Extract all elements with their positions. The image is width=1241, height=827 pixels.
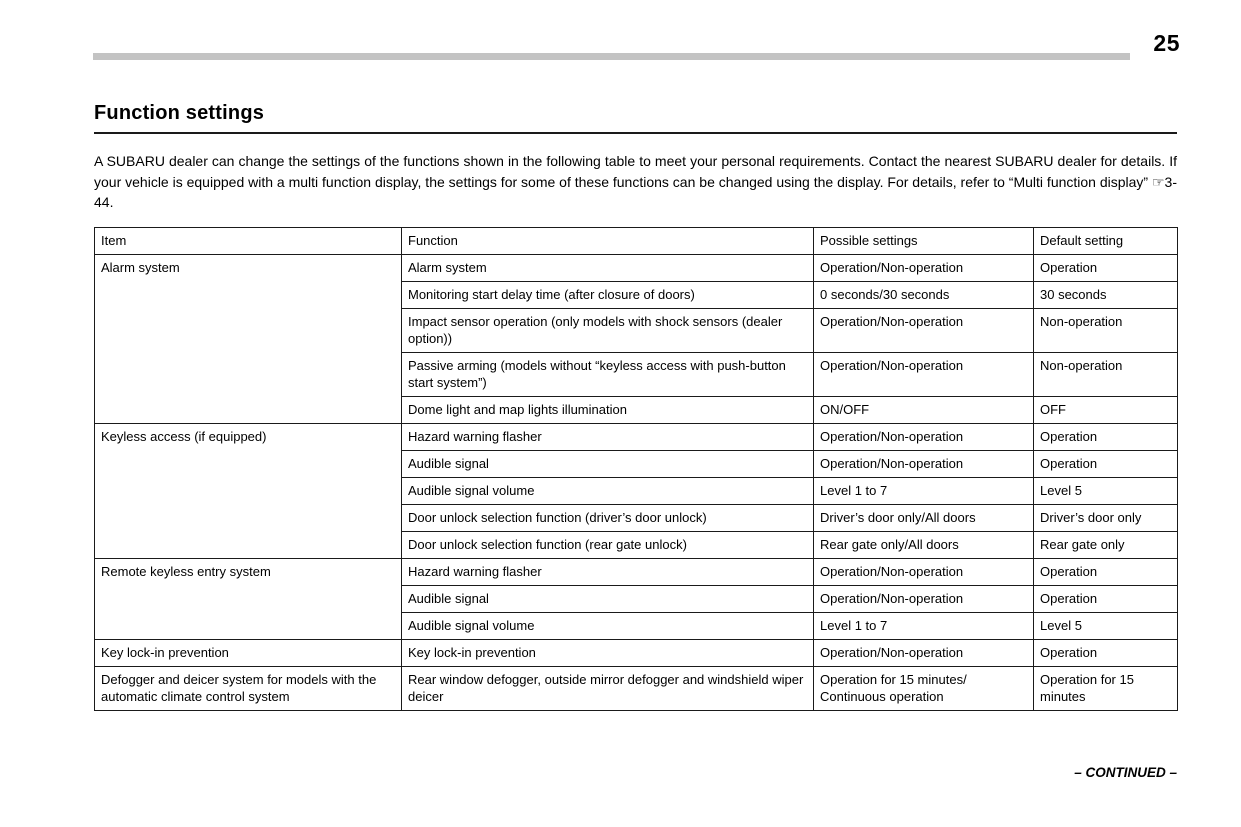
possible-settings-cell: Operation/Non-operation xyxy=(814,558,1034,585)
possible-settings-cell: Operation/Non-operation xyxy=(814,254,1034,281)
default-setting-cell: Level 5 xyxy=(1034,612,1178,639)
function-cell: Passive arming (models without “keyless access with push-button start system”) xyxy=(402,352,814,396)
possible-settings-cell: 0 seconds/30 seconds xyxy=(814,281,1034,308)
item-cell: Remote keyless entry system xyxy=(95,558,402,639)
function-cell: Dome light and map lights illumination xyxy=(402,396,814,423)
possible-settings-cell: Operation/Non-operation xyxy=(814,308,1034,352)
column-header-default-setting: Default setting xyxy=(1034,227,1178,254)
possible-settings-cell: Driver’s door only/All doors xyxy=(814,504,1034,531)
table-row xyxy=(95,558,1178,585)
page-content xyxy=(94,102,1177,780)
page-number: 25 xyxy=(1153,30,1180,56)
continued-label: – CONTINUED – xyxy=(1074,764,1177,780)
default-setting-cell: Operation xyxy=(1034,558,1178,585)
function-cell: Audible signal volume xyxy=(402,612,814,639)
item-cell: Alarm system xyxy=(95,254,402,423)
function-cell: Audible signal xyxy=(402,585,814,612)
default-setting-cell: Rear gate only xyxy=(1034,531,1178,558)
default-setting-cell: Operation xyxy=(1034,639,1178,666)
possible-settings-cell: Operation/Non-operation xyxy=(814,585,1034,612)
possible-settings-cell: Operation for 15 minutes/ Continuous operation xyxy=(814,666,1034,710)
possible-settings-cell: Level 1 to 7 xyxy=(814,612,1034,639)
table-header-row xyxy=(95,227,1178,254)
possible-settings-cell: ON/OFF xyxy=(814,396,1034,423)
default-setting-cell: Operation xyxy=(1034,585,1178,612)
page-title: Function settings xyxy=(94,102,1177,134)
possible-settings-cell: Level 1 to 7 xyxy=(814,477,1034,504)
column-header-function: Function xyxy=(402,227,814,254)
function-cell: Door unlock selection function (driver’s door unlock) xyxy=(402,504,814,531)
default-setting-cell: 30 seconds xyxy=(1034,281,1178,308)
table-row xyxy=(95,254,1178,281)
item-cell: Keyless access (if equipped) xyxy=(95,423,402,558)
function-cell: Alarm system xyxy=(402,254,814,281)
function-cell: Audible signal volume xyxy=(402,477,814,504)
page-header xyxy=(0,0,1241,64)
function-settings-table xyxy=(94,227,1178,711)
item-cell: Key lock-in prevention xyxy=(95,639,402,666)
default-setting-cell: OFF xyxy=(1034,396,1178,423)
function-cell: Audible signal xyxy=(402,450,814,477)
possible-settings-cell: Operation/Non-operation xyxy=(814,352,1034,396)
table-row xyxy=(95,666,1178,710)
possible-settings-cell: Operation/Non-operation xyxy=(814,639,1034,666)
function-cell: Hazard warning flasher xyxy=(402,558,814,585)
function-cell: Door unlock selection function (rear gate unlock) xyxy=(402,531,814,558)
function-cell: Hazard warning flasher xyxy=(402,423,814,450)
function-cell: Key lock-in prevention xyxy=(402,639,814,666)
default-setting-cell: Operation for 15 minutes xyxy=(1034,666,1178,710)
possible-settings-cell: Rear gate only/All doors xyxy=(814,531,1034,558)
function-cell: Impact sensor operation (only models with shock sensors (dealer option)) xyxy=(402,308,814,352)
function-cell: Rear window defogger, outside mirror defogger and windshield wiper deicer xyxy=(402,666,814,710)
column-header-possible-settings: Possible settings xyxy=(814,227,1034,254)
intro-paragraph: A SUBARU dealer can change the settings of the functions shown in the following table to meet your personal requirements. Contact the nearest SUBARU dealer for details. If your vehicle is equipped with a multi function display, the settings for some of these functions can be changed using the display. For details, refer to “Multi function display” ☞3-44. xyxy=(94,153,1177,210)
default-setting-cell: Operation xyxy=(1034,450,1178,477)
default-setting-cell: Operation xyxy=(1034,254,1178,281)
column-header-item: Item xyxy=(95,227,402,254)
possible-settings-cell: Operation/Non-operation xyxy=(814,450,1034,477)
possible-settings-cell: Operation/Non-operation xyxy=(814,423,1034,450)
item-cell: Defogger and deicer system for models with the automatic climate control system xyxy=(95,666,402,710)
default-setting-cell: Non-operation xyxy=(1034,352,1178,396)
table-row xyxy=(95,423,1178,450)
header-rule xyxy=(93,53,1130,60)
default-setting-cell: Operation xyxy=(1034,423,1178,450)
function-cell: Monitoring start delay time (after closure of doors) xyxy=(402,281,814,308)
default-setting-cell: Level 5 xyxy=(1034,477,1178,504)
default-setting-cell: Non-operation xyxy=(1034,308,1178,352)
default-setting-cell: Driver’s door only xyxy=(1034,504,1178,531)
table-row xyxy=(95,639,1178,666)
